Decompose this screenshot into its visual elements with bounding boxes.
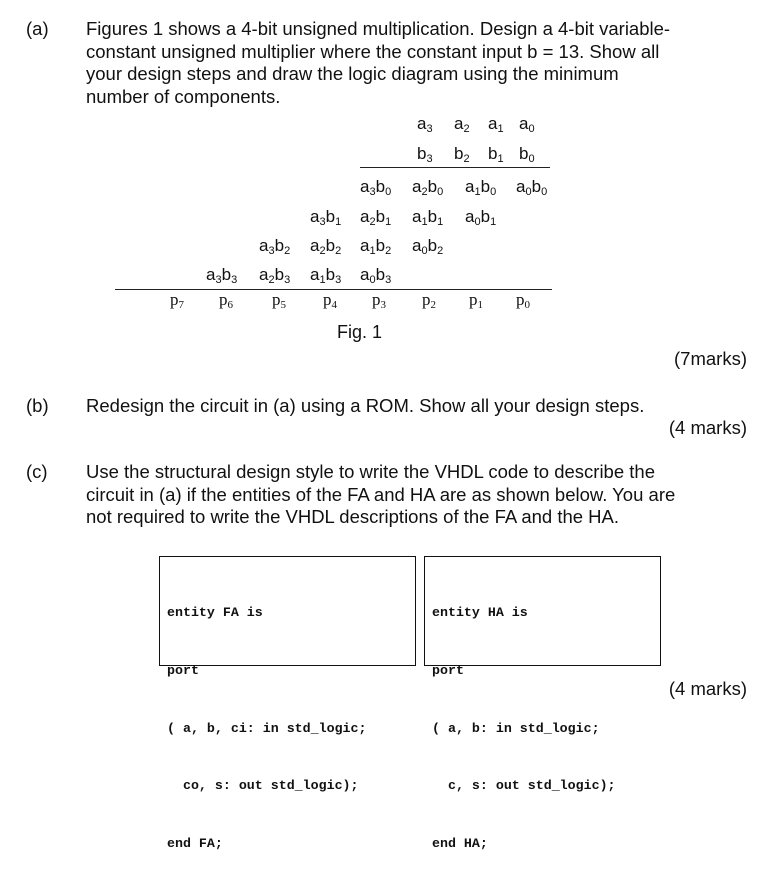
partial-product: $a_2b_1$ <box>360 207 392 228</box>
code-line: co, s: out std_logic); <box>167 778 359 794</box>
product-bit: $p_0$ <box>516 290 530 311</box>
partial-product: $a_1b_0$ <box>465 177 497 198</box>
question-c-label: (c) <box>26 461 48 482</box>
product-bit: $p_2$ <box>422 290 436 311</box>
question-b-label: (b) <box>26 395 49 416</box>
question-a-line: Figures 1 shows a 4-bit unsigned multiplication. Design a 4-bit variable- <box>86 18 671 39</box>
partial-product: $a_0b_1$ <box>465 207 497 228</box>
question-c-line: not required to write the VHDL descriptions of the FA and the HA. <box>86 506 620 527</box>
partial-product: $a_0b_0$ <box>516 177 548 198</box>
question-c-line: Use the structural design style to write the VHDL code to describe the <box>86 461 655 482</box>
code-line: ( a, b, ci: in std_logic; <box>167 720 367 736</box>
question-a-marks: (7marks) <box>674 348 747 369</box>
product-bit: $p_4$ <box>323 290 337 311</box>
code-line: end HA; <box>432 835 488 851</box>
partial-product: $a_3b_3$ <box>206 265 238 286</box>
partial-product: $a_1b_2$ <box>360 236 392 257</box>
product-bit: $p_1$ <box>469 290 483 311</box>
partial-product: $a_3b_2$ <box>259 236 291 257</box>
rule-line <box>360 167 550 168</box>
partial-product: $a_1b_1$ <box>412 207 444 228</box>
figure-caption: Fig. 1 <box>337 322 383 342</box>
partial-product: $a_0b_3$ <box>360 265 392 286</box>
code-line: c, s: out std_logic); <box>432 778 616 794</box>
question-c-marks: (4 marks) <box>668 678 747 699</box>
product-bit: $p_6$ <box>219 290 233 311</box>
code-line: ( a, b: in std_logic; <box>432 720 600 736</box>
product-bit: $p_7$ <box>170 290 184 311</box>
code-line: port <box>432 663 464 679</box>
row-a-term: $a_3$ <box>417 114 433 135</box>
partial-product: $a_2b_2$ <box>310 236 342 257</box>
question-b-marks: (4 marks) <box>668 417 747 438</box>
question-a-line: constant unsigned multiplier where the constant input b = 13. Show all <box>86 40 660 62</box>
code-line: entity FA is <box>167 605 263 621</box>
question-c-text <box>86 461 708 529</box>
ha-entity-box <box>424 556 661 851</box>
partial-product: $a_3b_1$ <box>310 207 342 228</box>
row-b-term: $b_3$ <box>417 144 433 165</box>
question-c-line: circuit in (a) if the entities of the FA and HA are as shown below. You are <box>86 483 676 505</box>
partial-product: $a_1b_3$ <box>310 265 342 286</box>
row-a-term: $a_0$ <box>519 114 535 135</box>
row-b-term: $b_1$ <box>488 144 504 165</box>
row-a-term: $a_2$ <box>454 114 470 135</box>
question-b-text: Redesign the circuit in (a) using a ROM. Show all your design steps. <box>86 395 645 416</box>
row-a-term: $a_1$ <box>488 114 504 135</box>
question-a-label: (a) <box>26 18 49 39</box>
figure-1 <box>0 0 765 360</box>
row-b-term: $b_2$ <box>454 144 470 165</box>
row-b-term: $b_0$ <box>519 144 535 165</box>
partial-product: $a_2b_0$ <box>412 177 444 198</box>
partial-product: $a_0b_2$ <box>412 236 444 257</box>
product-bit: $p_5$ <box>272 290 286 311</box>
partial-product: $a_2b_3$ <box>259 265 291 286</box>
code-line: entity HA is <box>432 605 528 621</box>
question-a-line: number of components. <box>86 85 281 107</box>
product-bit: $p_3$ <box>372 290 386 311</box>
code-line: port <box>167 663 199 679</box>
code-line: end FA; <box>167 835 223 851</box>
question-a-line: your design steps and draw the logic diagram using the minimum <box>86 63 619 84</box>
partial-product: $a_3b_0$ <box>360 177 392 198</box>
fa-entity-box <box>159 556 416 851</box>
